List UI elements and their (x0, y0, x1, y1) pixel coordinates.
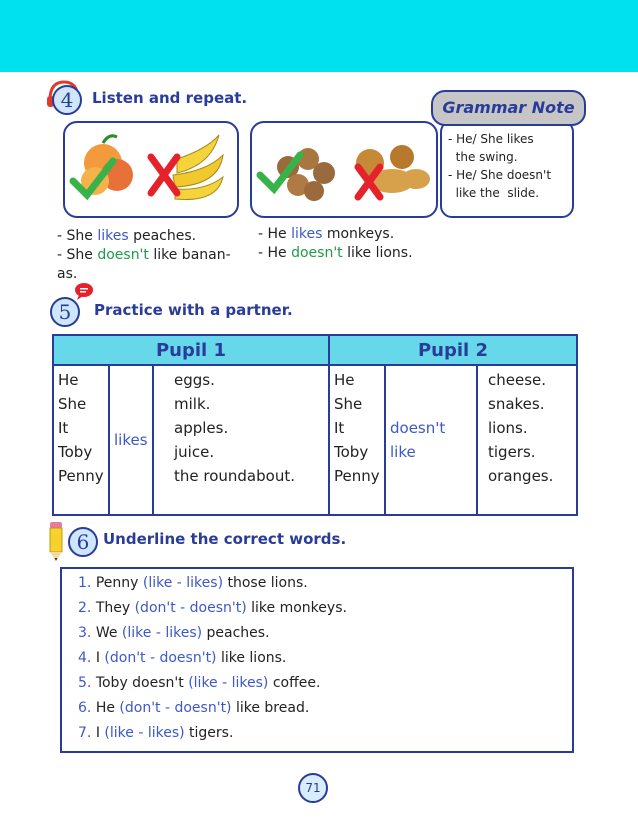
section-5-title: Practice with a partner. (94, 301, 293, 319)
grammar-note-line: - He/ She doesn't (448, 168, 552, 182)
exercise-box (60, 567, 574, 753)
grammar-note-line: like the slide. (448, 186, 540, 200)
section-6-title: Underline the correct words. (103, 530, 347, 548)
pupil-2-header: Pupil 2 (329, 335, 577, 365)
section-4-title: Listen and repeat. (92, 89, 248, 107)
pupil-2-subjects: He She It Toby Penny (329, 365, 385, 515)
pupil-1-verb: likes (109, 365, 153, 515)
grammar-note-line: - He/ She likes (448, 132, 534, 146)
monkeys-lions-picture (250, 121, 438, 218)
pupil-1-subjects: He She It Toby Penny (53, 365, 109, 515)
exercise-item-6: 6. He (don't - doesn't) like bread. (78, 700, 310, 716)
pupil-1-header: Pupil 1 (53, 335, 329, 365)
answer-choice[interactable]: (like - likes) (104, 725, 185, 741)
answer-choice[interactable]: (don't - doesn't) (119, 700, 232, 716)
caption-bananas-wrap: as. (57, 266, 78, 282)
caption-she-likes-peaches: - She likes peaches. (57, 228, 197, 244)
answer-choice[interactable]: (like - likes) (142, 575, 224, 591)
caption-he-likes-monkeys: - He likes monkeys. (258, 226, 395, 242)
exercise-item-2: 2. They (don't - doesn't) like monkeys. (78, 600, 347, 616)
caption-she-doesnt-like-bananas: - She doesn't like banan- (57, 247, 231, 263)
exercise-item-1: 1. Penny (like - likes) those lions. (78, 575, 308, 591)
exercise-item-5: 5. Toby doesn't (like - likes) coffee. (78, 675, 321, 691)
answer-choice[interactable]: (don't - doesn't) (104, 650, 217, 666)
caption-he-doesnt-like-lions: - He doesn't like lions. (258, 245, 413, 261)
answer-choice[interactable]: (like - likes) (121, 625, 203, 641)
answer-choice[interactable]: (like - likes) (188, 675, 269, 691)
peaches-bananas-picture (63, 121, 239, 218)
pupil-1-objects: eggs. milk. apples. juice. the roundabout. (153, 365, 329, 515)
pupil-2-objects: cheese. snakes. lions. tigers. oranges. (477, 365, 577, 515)
section-4-badge: 4 (52, 85, 82, 115)
top-color-band (0, 0, 638, 72)
exercise-item-7: 7. I (like - likes) tigers. (78, 725, 234, 741)
pupil-2-verb: doesn't like (385, 365, 477, 515)
grammar-note-box (440, 120, 574, 218)
exercise-item-3: 3. We (like - likes) peaches. (78, 625, 270, 641)
pencil-icon (46, 520, 68, 562)
speech-bubble-icon (74, 282, 94, 300)
practice-table (52, 334, 578, 516)
grammar-note-line: the swing. (448, 150, 518, 164)
page-number: 71 (298, 773, 328, 803)
exercise-item-4: 4. I (don't - doesn't) like lions. (78, 650, 287, 666)
section-6-badge: 6 (68, 527, 98, 557)
section-5-badge: 5 (50, 297, 80, 327)
answer-choice[interactable]: (don't - doesn't) (134, 600, 247, 616)
grammar-note-title: Grammar Note (431, 90, 586, 126)
